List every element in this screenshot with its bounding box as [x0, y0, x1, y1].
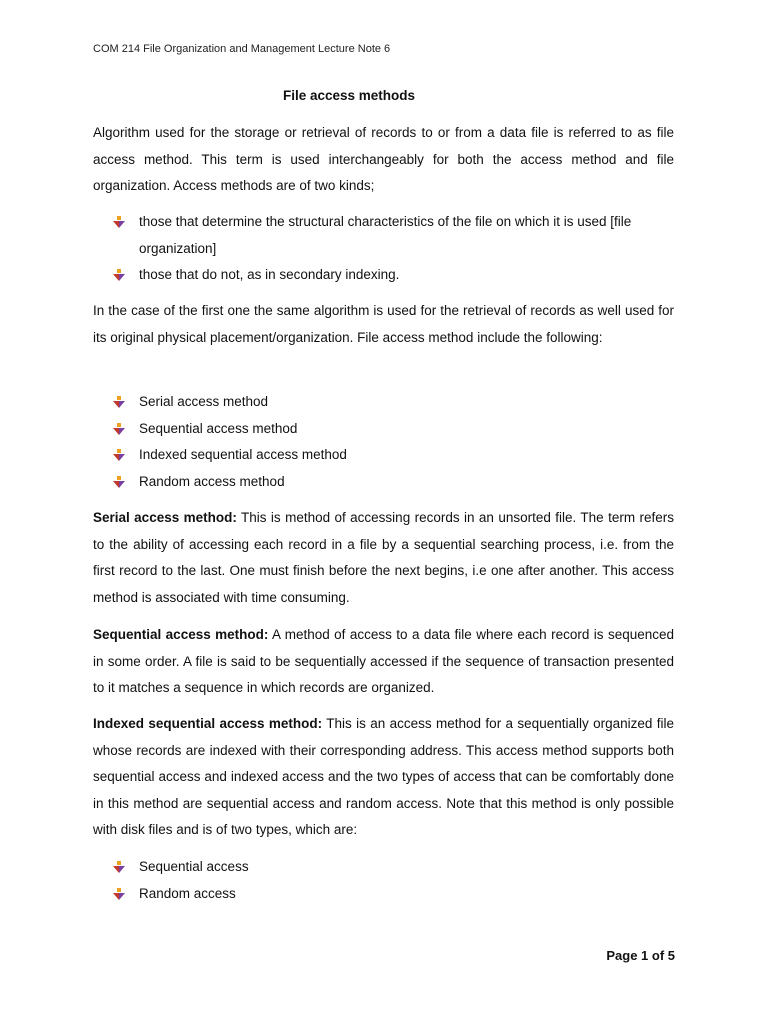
list-item-text: Sequential access method: [139, 420, 298, 436]
sequential-paragraph: [93, 622, 674, 702]
sequential-text: A method of access to a data file where each record is sequenced in some order. A file is said to be sequentially accessed if the sequence of transaction presented to it matches a sequence in which records are organized.: [93, 627, 674, 695]
indexed-term: Indexed sequential access method:: [93, 716, 323, 731]
serial-text: This is method of accessing records in an unsorted file. The term refers to the ability of accessing each record in a file by a sequential searching process, i.e. from the first record to the last. One must finish before the next begins, i.e one after another. This access method is associated with time consuming.: [93, 510, 674, 605]
arrow-bullet-icon: [113, 423, 125, 435]
list-item: [93, 442, 674, 469]
list-item: [93, 854, 674, 881]
serial-paragraph: [93, 505, 674, 611]
page-number: Page 1 of 5: [606, 948, 675, 963]
indexed-text: This is an access method for a sequentially organized file whose records are indexed with their corresponding address. This access method supports both sequential access and indexed access and the two types of access that can be comfortably done in this method are sequential access and random access. Note that this method is only possible with disk files and is of two types, which are:: [93, 716, 675, 837]
indexed-paragraph: [93, 711, 674, 844]
arrow-bullet-icon: [113, 476, 125, 488]
list-item: [93, 389, 674, 416]
list-item-text: Sequential access: [139, 859, 249, 874]
methods-list: [93, 389, 674, 495]
list-item-text: Indexed sequential access method: [139, 447, 347, 462]
list-item: [93, 881, 674, 908]
list-item-text: Serial access method: [139, 394, 269, 409]
serial-term: Serial access method:: [93, 510, 237, 525]
first-kind-paragraph: In the case of the first one the same algorithm is used for the retrieval of records as well used for its original physical placement/organization. File access method include the following:: [93, 303, 674, 345]
arrow-bullet-icon: [113, 449, 125, 461]
list-item: [93, 469, 674, 496]
list-item: [93, 262, 674, 289]
page-title: File access methods: [282, 88, 416, 103]
list-item-text: those that determine the structural characteristics of the file on which it is used [file organization]: [139, 214, 632, 256]
page-header: COM 214 File Organization and Management Lecture Note 6: [93, 43, 391, 55]
arrow-bullet-icon: [113, 861, 125, 873]
indexed-types-list: [93, 854, 674, 907]
list-item-text: Random access method: [139, 473, 285, 489]
list-item-text: those that do not, as in secondary indexing.: [139, 267, 400, 282]
kinds-list: [93, 209, 674, 289]
arrow-bullet-icon: [113, 216, 125, 228]
list-item: [93, 416, 674, 443]
list-item-text: Random access: [139, 885, 236, 901]
list-item: [93, 209, 674, 262]
arrow-bullet-icon: [113, 269, 125, 281]
sequential-term: Sequential access method:: [93, 627, 269, 642]
arrow-bullet-icon: [113, 396, 125, 408]
intro-paragraph: Algorithm used for the storage or retrieval of records to or from a data file is referred to as file access method. This term is used interchangeably for both the access method and file organization. Access methods are of two kinds;: [93, 125, 674, 193]
arrow-bullet-icon: [113, 888, 125, 900]
